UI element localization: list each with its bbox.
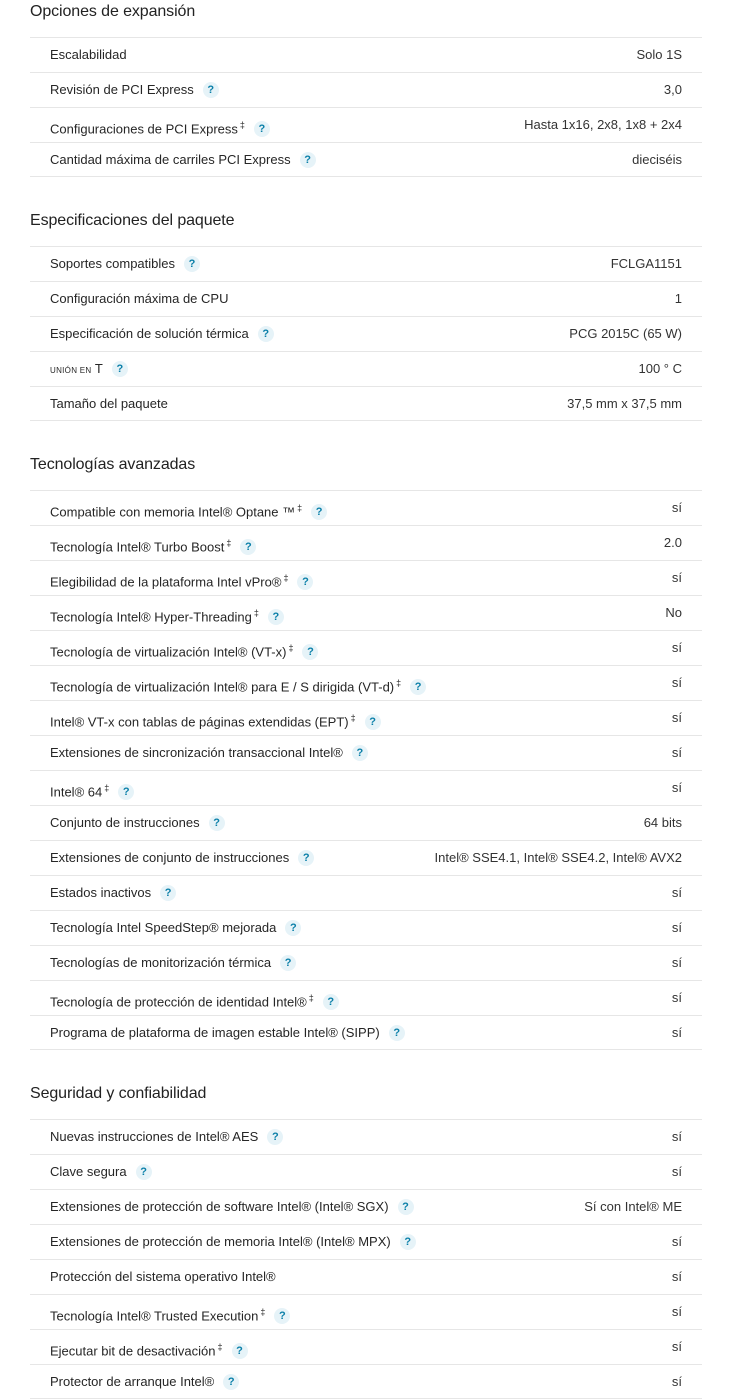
spec-label [50,1120,283,1154]
spec-value: Sí con Intel® ME [584,1199,682,1214]
help-icon[interactable]: ? [254,121,270,137]
spec-label [50,1016,405,1050]
section-title: Tecnologías avanzadas [30,456,196,473]
spec-table [30,246,702,421]
footnote-dagger: ‡ [104,783,110,793]
spec-value: 64 bits [643,815,682,830]
spec-label [50,666,426,704]
spec-label-text: Compatible con memoria Intel® Optane ™ [50,504,296,520]
spec-label-text: Extensiones de protección de memoria Intel® (Intel® MPX) [50,1234,391,1249]
help-icon[interactable]: ? [209,815,225,831]
spec-row [30,1119,702,1154]
spec-label-text: Revisión de PCI Express [50,82,194,97]
spec-value: sí [671,1269,682,1284]
spec-label [50,352,128,388]
spec-label [50,736,368,770]
spec-label-text: Extensiones de protección de software Intel® (Intel® SGX) [50,1199,389,1214]
spec-row [30,351,702,386]
help-icon[interactable]: ? [311,504,327,520]
spec-label-text: Extensiones de sincronización transaccional Intel® [50,745,343,760]
spec-value: sí [671,1025,682,1040]
spec-value: sí [671,885,682,900]
spec-row [30,1329,702,1364]
spec-label [50,981,339,1019]
help-icon[interactable]: ? [267,1129,283,1145]
spec-label [50,1260,276,1294]
spec-value: sí [671,710,682,725]
spec-value: sí [671,920,682,935]
spec-label-text: Tecnología Intel SpeedStep® mejorada [50,920,277,935]
spec-row [30,37,702,72]
spec-row [30,386,702,421]
spec-value: 3,0 [663,82,682,97]
help-icon[interactable]: ? [160,885,176,901]
spec-row [30,1364,702,1399]
spec-label [50,1295,290,1333]
help-icon[interactable]: ? [136,1164,152,1180]
spec-row [30,1294,702,1329]
spec-label [50,387,168,421]
spec-value: sí [671,780,682,795]
spec-label-text: Especificación de solución térmica [50,326,249,341]
spec-label-text: Tecnología de virtualización Intel® para E / S dirigida (VT-d) [50,679,395,695]
spec-label-text: Protector de arranque Intel® [50,1374,215,1389]
spec-label-text: Tamaño del paquete [50,396,168,411]
spec-label [50,491,327,529]
spec-value: FCLGA1151 [610,256,682,271]
spec-label-text: Configuración máxima de CPU [50,291,229,306]
footnote-dagger: ‡ [288,643,294,653]
help-icon[interactable]: ? [365,714,381,730]
spec-label [50,561,313,599]
spec-label [50,631,318,669]
spec-row [30,1154,702,1189]
spec-label [50,1190,414,1224]
spec-table [30,37,702,177]
help-icon[interactable]: ? [302,644,318,660]
spec-label [50,911,301,945]
help-icon[interactable]: ? [232,1343,248,1359]
spec-row [30,1015,702,1050]
help-icon[interactable]: ? [323,994,339,1010]
help-icon[interactable]: ? [268,609,284,625]
footnote-dagger: ‡ [396,678,402,688]
spec-value: sí [671,640,682,655]
spec-row [30,490,702,525]
spec-label [50,247,200,281]
help-icon[interactable]: ? [400,1234,416,1250]
spec-value: No [665,605,682,620]
spec-value: sí [671,1304,682,1319]
spec-label-text: Tecnología Intel® Turbo Boost [50,539,225,555]
spec-value: Intel® SSE4.1, Intel® SSE4.2, Intel® AVX2 [434,850,682,865]
spec-value: sí [671,1374,682,1389]
spec-value: 100 ° C [638,361,682,376]
spec-value: sí [671,500,682,515]
spec-row [30,770,702,805]
spec-value: sí [671,1339,682,1354]
spec-label-text: T [94,361,103,376]
spec-label [50,701,381,739]
spec-value: sí [671,675,682,690]
spec-label [50,841,314,875]
spec-value: 1 [674,291,682,306]
spec-label-text: Conjunto de instrucciones [50,815,200,830]
section-title: Especificaciones del paquete [30,212,235,229]
help-icon[interactable]: ? [410,679,426,695]
spec-label-text: Clave segura [50,1164,127,1179]
spec-row [30,875,702,910]
spec-row [30,1189,702,1224]
footnote-dagger: ‡ [283,573,289,583]
footnote-dagger: ‡ [350,713,356,723]
spec-label-text: Tecnología Intel® Hyper-Threading [50,609,252,625]
help-icon[interactable]: ? [240,539,256,555]
spec-label-text: Soportes compatibles [50,256,176,271]
footnote-dagger: ‡ [217,1342,223,1352]
spec-label [50,143,316,177]
spec-label [50,806,225,840]
spec-value: sí [671,1234,682,1249]
spec-label [50,596,284,634]
spec-label [50,1225,416,1259]
spec-value: 2.0 [663,535,682,550]
spec-label-text: Tecnología de protección de identidad Intel® [50,994,307,1010]
spec-table [30,490,702,1050]
spec-row [30,735,702,770]
spec-row [30,1259,702,1294]
spec-row [30,246,702,281]
spec-row [30,595,702,630]
spec-label-text: Cantidad máxima de carriles PCI Express [50,152,291,167]
section-title: Opciones de expansión [30,3,196,20]
spec-row [30,665,702,700]
spec-value: sí [671,990,682,1005]
footnote-dagger: ‡ [239,120,245,130]
help-icon[interactable]: ? [285,920,301,936]
spec-label-text: Protección del sistema operativo Intel® [50,1269,276,1284]
spec-label [50,771,134,809]
help-icon[interactable]: ? [258,326,274,342]
spec-row [30,910,702,945]
footnote-dagger: ‡ [297,503,303,513]
help-icon[interactable]: ? [118,784,134,800]
spec-label-text: Nuevas instrucciones de Intel® AES [50,1129,259,1144]
spec-label-text: Escalabilidad [50,47,127,62]
spec-label-text: Intel® VT-x con tablas de páginas extendidas (EPT) [50,714,349,730]
help-icon[interactable]: ? [389,1025,405,1041]
spec-row [30,980,702,1015]
spec-label-text: Extensiones de conjunto de instrucciones [50,850,290,865]
spec-value: sí [671,1164,682,1179]
spec-label [50,282,228,316]
spec-label-text: Tecnología Intel® Trusted Execution [50,1308,259,1324]
spec-label-text: Elegibilidad de la plataforma Intel vPro® [50,574,282,590]
footnote-dagger: ‡ [308,993,314,1003]
footnote-dagger: ‡ [226,538,232,548]
spec-row [30,281,702,316]
spec-label [50,946,296,980]
spec-value: sí [671,1129,682,1144]
spec-row [30,700,702,735]
spec-label-text: Programa de plataforma de imagen estable Intel® (SIPP) [50,1025,380,1040]
spec-value: sí [671,955,682,970]
spec-value: sí [671,745,682,760]
help-icon[interactable]: ? [203,82,219,98]
spec-label [50,38,127,72]
spec-table [30,1119,702,1399]
spec-label-text: Intel® 64 [50,784,103,800]
spec-value: Solo 1S [636,47,682,62]
section-title: Seguridad y confiabilidad [30,1085,207,1102]
spec-row [30,630,702,665]
spec-label [50,876,176,910]
spec-label [50,108,270,146]
footnote-dagger: ‡ [253,608,259,618]
spec-label [50,1330,248,1368]
help-icon[interactable]: ? [184,256,200,272]
spec-label-prefix: UNIÓN EN [50,366,92,375]
spec-row [30,316,702,351]
spec-label [50,73,219,107]
spec-label-text: Configuraciones de PCI Express [50,121,238,137]
spec-row [30,805,702,840]
help-icon[interactable]: ? [297,574,313,590]
spec-value: dieciséis [632,152,682,167]
spec-value: 37,5 mm x 37,5 mm [567,396,682,411]
footnote-dagger: ‡ [260,1307,266,1317]
spec-label-text: Tecnología de virtualización Intel® (VT-x) [50,644,287,660]
spec-label-text: Ejecutar bit de desactivación [50,1343,216,1359]
help-icon[interactable]: ? [298,850,314,866]
spec-row [30,560,702,595]
help-icon[interactable]: ? [280,955,296,971]
help-icon[interactable]: ? [300,152,316,168]
help-icon[interactable]: ? [352,745,368,761]
spec-value: sí [671,570,682,585]
spec-label-text: Tecnologías de monitorización térmica [50,955,272,970]
spec-row [30,72,702,107]
spec-row [30,525,702,560]
spec-row [30,107,702,142]
help-icon[interactable]: ? [274,1308,290,1324]
spec-label [50,1155,152,1189]
spec-value: Hasta 1x16, 2x8, 1x8 + 2x4 [524,117,682,132]
spec-label [50,317,274,351]
help-icon[interactable]: ? [112,361,128,377]
spec-value: PCG 2015C (65 W) [569,326,682,341]
help-icon[interactable]: ? [223,1374,239,1390]
spec-label [50,526,256,564]
spec-row [30,945,702,980]
spec-label [50,1365,239,1399]
help-icon[interactable]: ? [398,1199,414,1215]
spec-row [30,840,702,875]
spec-row [30,142,702,177]
spec-row [30,1224,702,1259]
spec-label-text: Estados inactivos [50,885,152,900]
